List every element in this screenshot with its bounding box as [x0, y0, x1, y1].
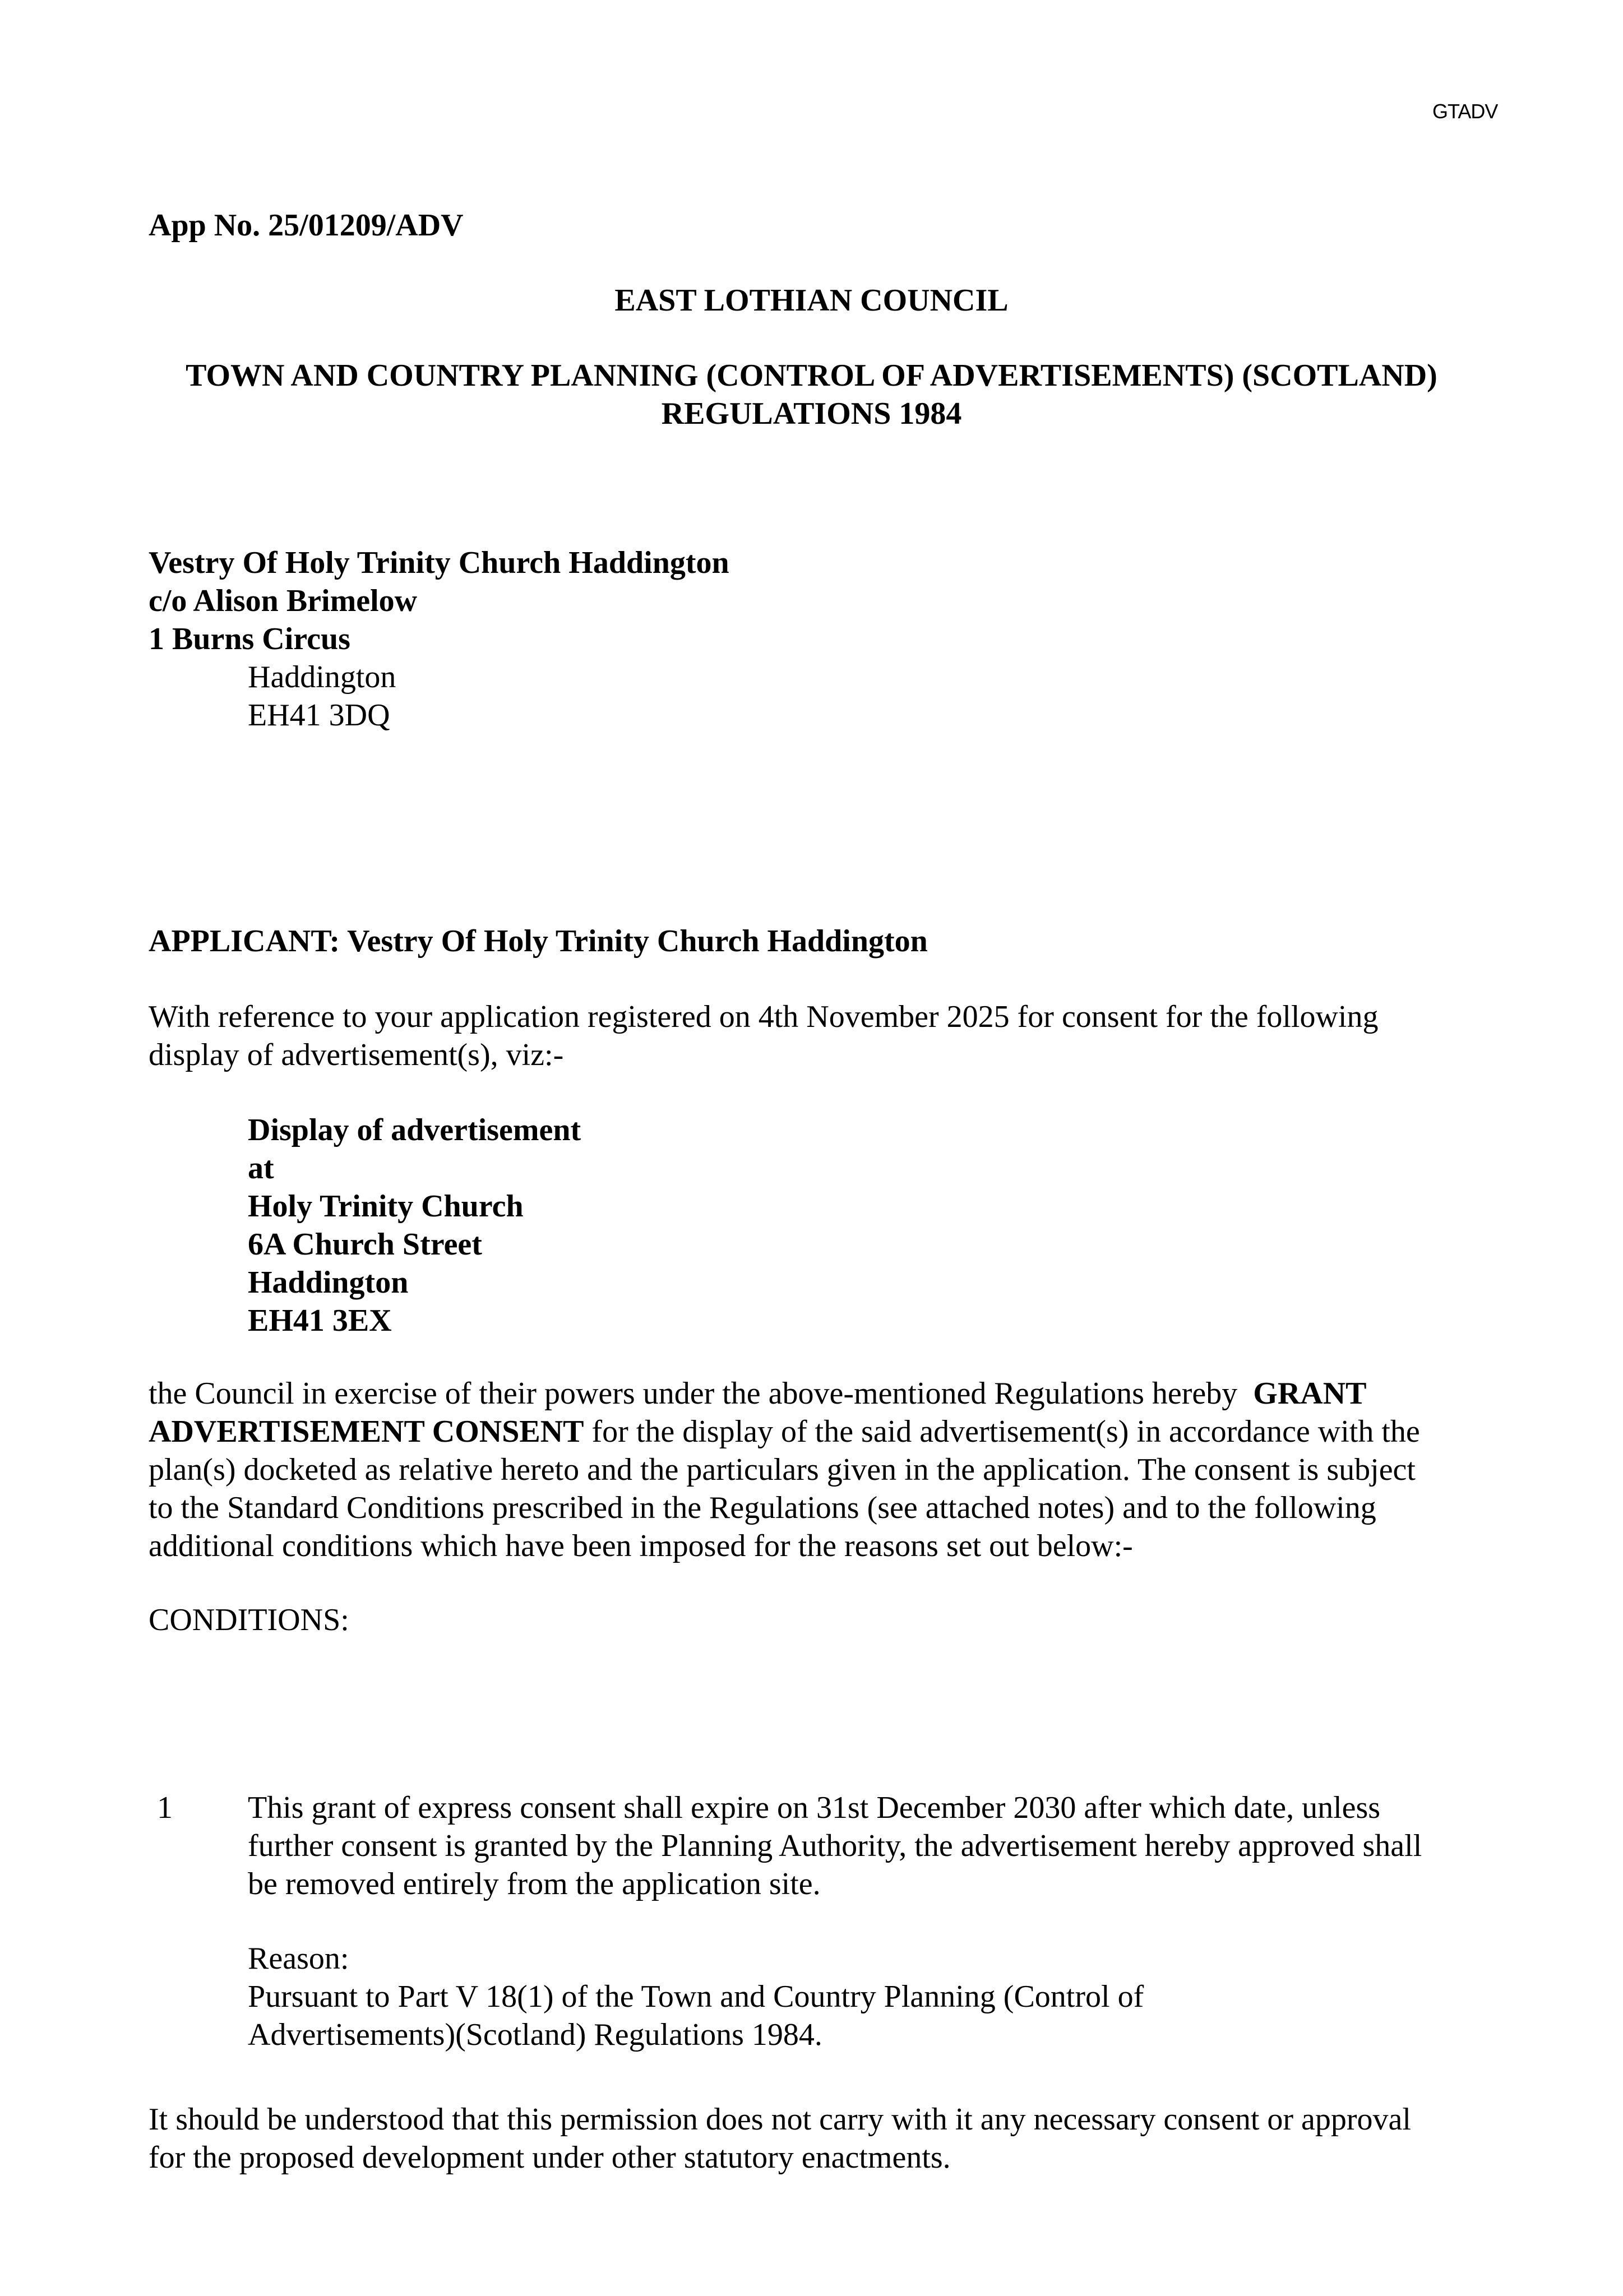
condition-reason: [248, 1939, 1498, 2054]
applicant-line: APPLICANT: Vestry Of Holy Trinity Church Haddington: [149, 924, 928, 959]
proposal-details: [248, 1111, 581, 1340]
regulations-title-line-2: REGULATIONS 1984: [661, 396, 962, 431]
reference-line-1: With reference to your application registered on 4th November 2025 for consent for the following: [149, 999, 1379, 1034]
reason-line-2: Advertisements)(Scotland) Regulations 1984.: [248, 2017, 822, 2052]
condition-line-2: further consent is granted by the Planning Authority, the advertisement hereby approved shall: [248, 1829, 1422, 1863]
condition-line-3: be removed entirely from the application site.: [248, 1867, 821, 1901]
condition-number: 1: [157, 1790, 173, 1825]
decision-line-5: additional conditions which have been imposed for the reasons set out below:-: [149, 1529, 1133, 1563]
reference-line-2: display of advertisement(s), viz:-: [149, 1038, 564, 1072]
footer-note: [149, 2100, 1494, 2177]
recipient-address: [149, 544, 729, 734]
decision-grant: GRANT: [1253, 1376, 1367, 1411]
decision-paragraph: [149, 1374, 1494, 1565]
address-street: 1 Burns Circus: [149, 622, 350, 656]
council-name: EAST LOTHIAN COUNCIL: [614, 283, 1009, 318]
proposal-description: Display of advertisement: [248, 1113, 581, 1147]
decision-line-3: plan(s) docketed as relative hereto and the particulars given in the application. The consent is subject: [149, 1452, 1416, 1487]
reason-label: Reason:: [248, 1941, 349, 1976]
decision-line-1: [149, 1374, 1494, 1413]
proposal-site-street: 6A Church Street: [248, 1227, 482, 1262]
reference-paragraph: [149, 998, 1494, 1074]
decision-line-2-text: for the display of the said advertisement(s) in accordance with the: [584, 1414, 1420, 1449]
proposal-site-town: Haddington: [248, 1265, 409, 1300]
proposal-site-postcode: EH41 3EX: [248, 1303, 392, 1338]
conditions-heading: CONDITIONS:: [149, 1603, 349, 1637]
footer-note-line-1: It should be understood that this permission does not carry with it any necessary consent or approval: [149, 2102, 1411, 2137]
regulations-title-line-1: TOWN AND COUNTRY PLANNING (CONTROL OF ADVERTISEMENTS) (SCOTLAND): [186, 358, 1437, 393]
application-number: App No. 25/01209/ADV: [149, 208, 464, 243]
decision-advertisement-consent: ADVERTISEMENT CONSENT: [149, 1414, 584, 1449]
address-name: Vestry Of Holy Trinity Church Haddington: [149, 545, 729, 580]
reason-line-1: Pursuant to Part V 18(1) of the Town and Country Planning (Control of: [248, 1979, 1144, 2014]
decision-line-2: [149, 1413, 1494, 1451]
proposal-site-name: Holy Trinity Church: [248, 1189, 524, 1224]
regulations-title: [0, 357, 1623, 433]
address-town: Haddington: [248, 660, 396, 695]
decision-line-4: to the Standard Conditions prescribed in the Regulations (see attached notes) and to the following: [149, 1490, 1376, 1525]
decision-line-1-text: the Council in exercise of their powers under the above-mentioned Regulations hereby: [149, 1376, 1246, 1411]
condition-line-1: This grant of express consent shall expire on 31st December 2030 after which date, unless: [248, 1790, 1381, 1825]
footer-note-line-2: for the proposed development under other statutory enactments.: [149, 2140, 951, 2175]
document-code: GTADV: [1432, 100, 1498, 123]
proposal-at: at: [248, 1151, 274, 1186]
condition-text: [248, 1789, 1498, 1903]
address-care-of: c/o Alison Brimelow: [149, 584, 418, 618]
address-postcode: EH41 3DQ: [248, 698, 390, 733]
